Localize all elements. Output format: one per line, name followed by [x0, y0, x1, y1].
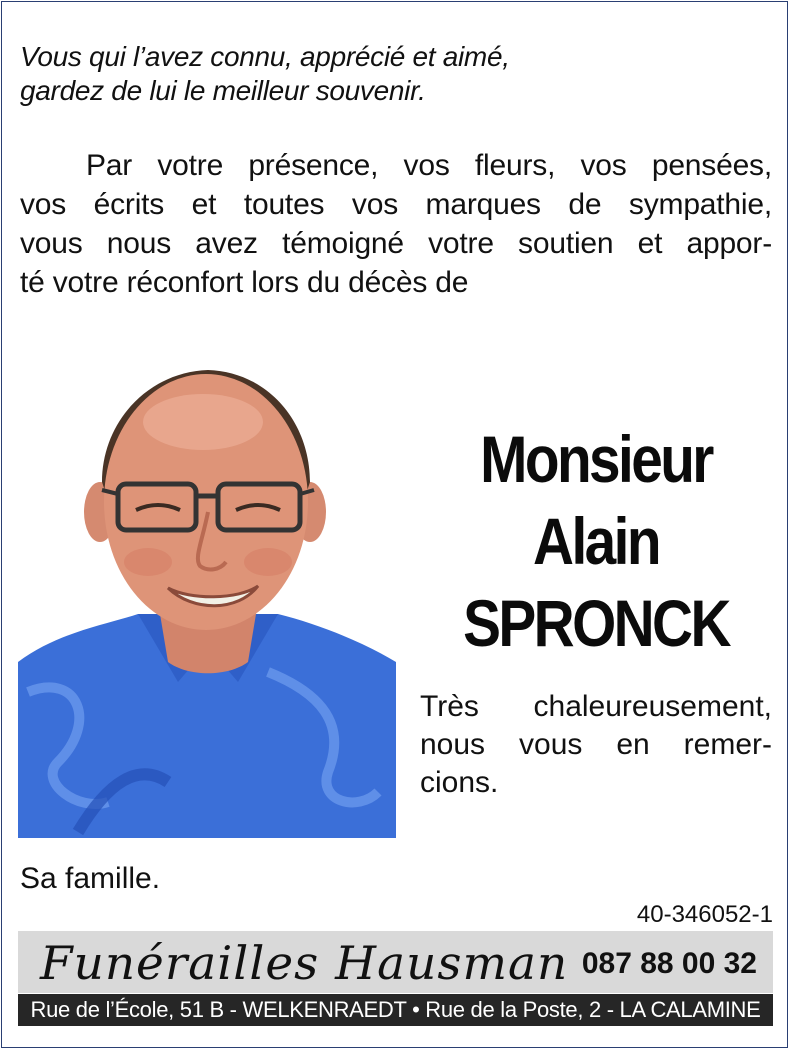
funeral-home-name: Funérailles Hausman [40, 936, 569, 990]
closing-line: nous vous en remer- [420, 728, 772, 761]
portrait-photo [18, 362, 396, 838]
funeral-home-banner [18, 931, 773, 993]
deceased-name [445, 418, 748, 664]
thanks-line: Par votre présence, vos fleurs, vos pensées, [86, 149, 772, 182]
intro-line: Vous qui l’avez connu, apprécié et aimé, [20, 41, 510, 72]
closing-line: Très chaleureusement, [420, 690, 772, 723]
intro-line: gardez de lui le meilleur souvenir. [20, 75, 426, 106]
thanks-line: vous nous avez témoigné votre soutien et appor- [20, 227, 772, 260]
funeral-home-address: Rue de l’École, 51 B - WELKENRAEDT • Rue de la Poste, 2 - LA CALAMINE [18, 994, 773, 1026]
deceased-first-name: Alain [533, 504, 659, 578]
thanks-line: vos écrits et toutes vos marques de sympathie, [20, 188, 772, 221]
portrait-illustration [18, 362, 396, 838]
intro-verse [20, 40, 770, 108]
thanks-line: té votre réconfort lors du décès de [20, 266, 469, 299]
thanks-paragraph [20, 146, 772, 302]
thanks-closing [420, 688, 772, 802]
deceased-last-name: SPRONCK [463, 586, 729, 660]
closing-line: cions. [420, 766, 499, 799]
family-signature: Sa famille. [20, 862, 161, 895]
reference-number: 40-346052-1 [636, 901, 773, 928]
deceased-title: Monsieur [480, 422, 712, 496]
funeral-home-phone: 087 88 00 32 [581, 947, 757, 980]
